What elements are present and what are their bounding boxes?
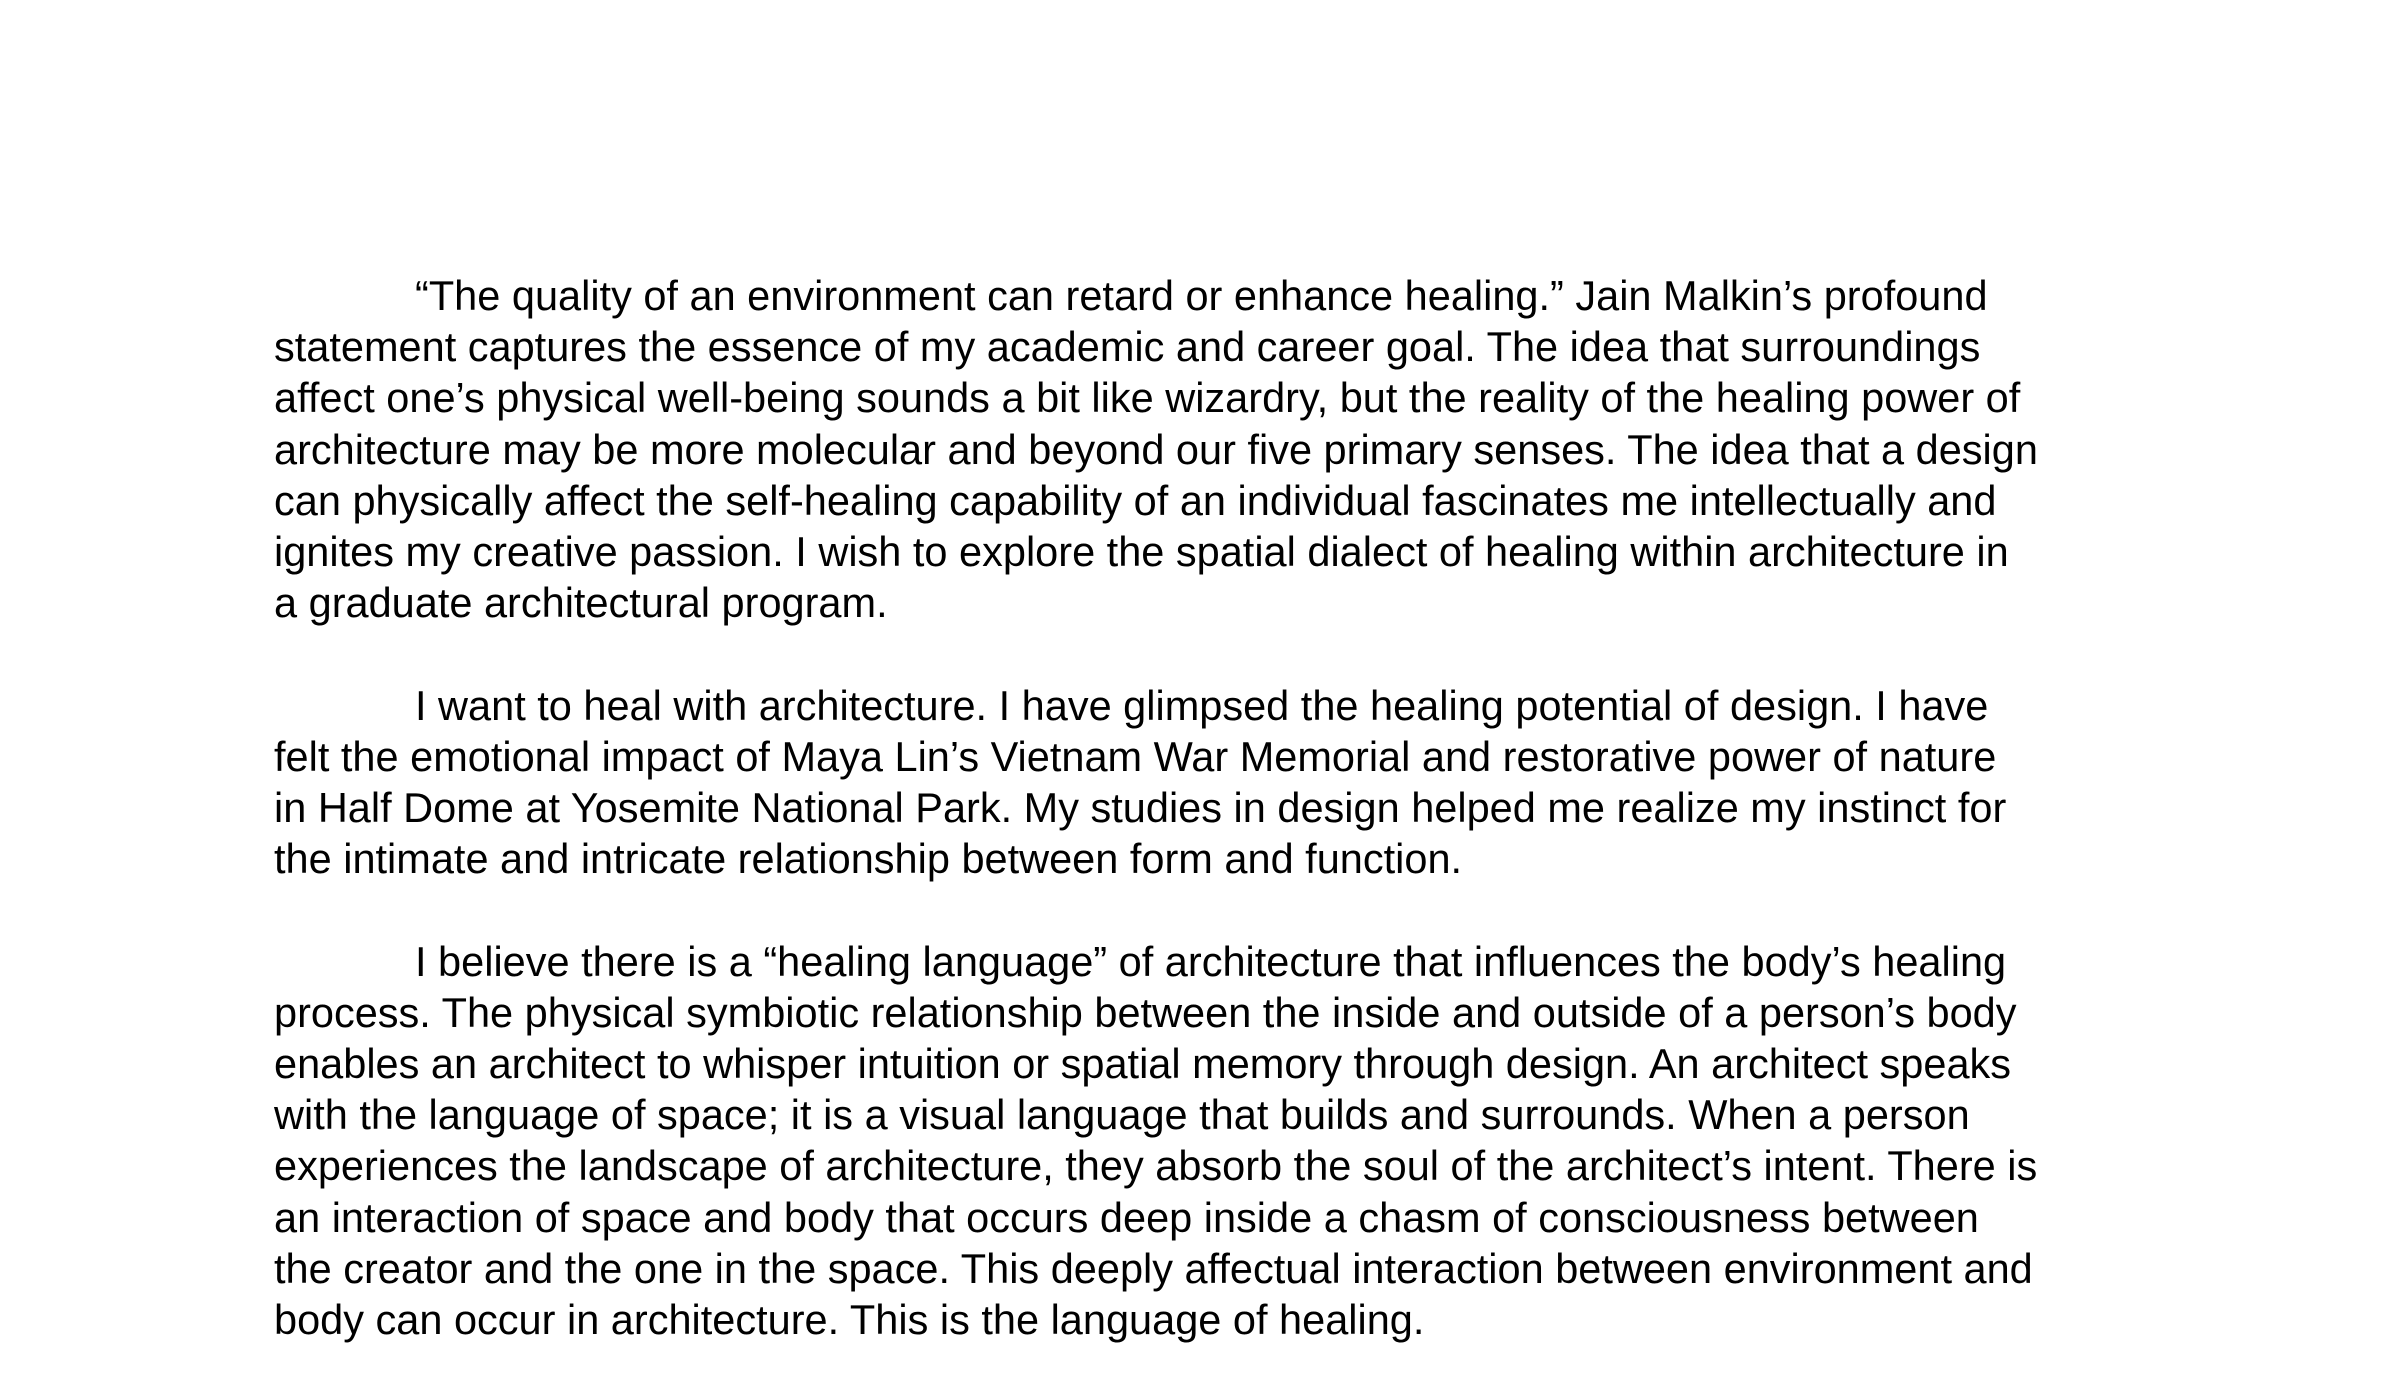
text-line: with the language of space; it is a visual language that builds and surrounds. When a person xyxy=(274,1091,1970,1139)
text-line: a graduate architectural program. xyxy=(274,579,888,627)
essay-body xyxy=(274,270,2134,1345)
text-line: enables an architect to whisper intuition or spatial memory through design. An architect speaks xyxy=(274,1040,2012,1088)
paragraph-spacer xyxy=(274,884,2134,935)
text-line: felt the emotional impact of Maya Lin’s Vietnam War Memorial and restorative power of nature xyxy=(274,732,1997,780)
text-line: “The quality of an environment can retard or enhance healing.” Jain Malkin’s profound xyxy=(415,272,1988,319)
text-line: ignites my creative passion. I wish to explore the spatial dialect of healing within architecture in xyxy=(274,528,2009,576)
paragraph-3 xyxy=(274,936,2134,1346)
text-line: process. The physical symbiotic relationship between the inside and outside of a person’s body xyxy=(274,988,2017,1036)
text-line: body can occur in architecture. This is the language of healing. xyxy=(274,1296,1425,1344)
text-line: architecture may be more molecular and beyond our five primary senses. The idea that a design xyxy=(274,425,2038,473)
paragraph-1 xyxy=(274,270,2134,628)
text-line: an interaction of space and body that occurs deep inside a chasm of consciousness between xyxy=(274,1193,1979,1241)
text-line: affect one’s physical well-being sounds a bit like wizardry, but the reality of the healing power of xyxy=(274,374,2021,422)
text-line: the creator and the one in the space. This deeply affectual interaction between environment and xyxy=(274,1244,2033,1292)
text-line: experiences the landscape of architecture, they absorb the soul of the architect’s intent. There is xyxy=(274,1142,2038,1190)
text-line: I believe there is a “healing language” of architecture that influences the body’s healing xyxy=(415,937,2007,985)
text-line: the intimate and intricate relationship between form and function. xyxy=(274,835,1463,883)
text-line: in Half Dome at Yosemite National Park. My studies in design helped me realize my instinct for xyxy=(274,784,2007,832)
paragraph-2 xyxy=(274,680,2134,885)
text-line: statement captures the essence of my academic and career goal. The idea that surroundings xyxy=(274,323,1981,371)
paragraph-spacer xyxy=(274,628,2134,679)
text-line: can physically affect the self-healing capability of an individual fascinates me intellectually and xyxy=(274,476,1997,524)
text-line: I want to heal with architecture. I have glimpsed the healing potential of design. I have xyxy=(415,681,1989,729)
